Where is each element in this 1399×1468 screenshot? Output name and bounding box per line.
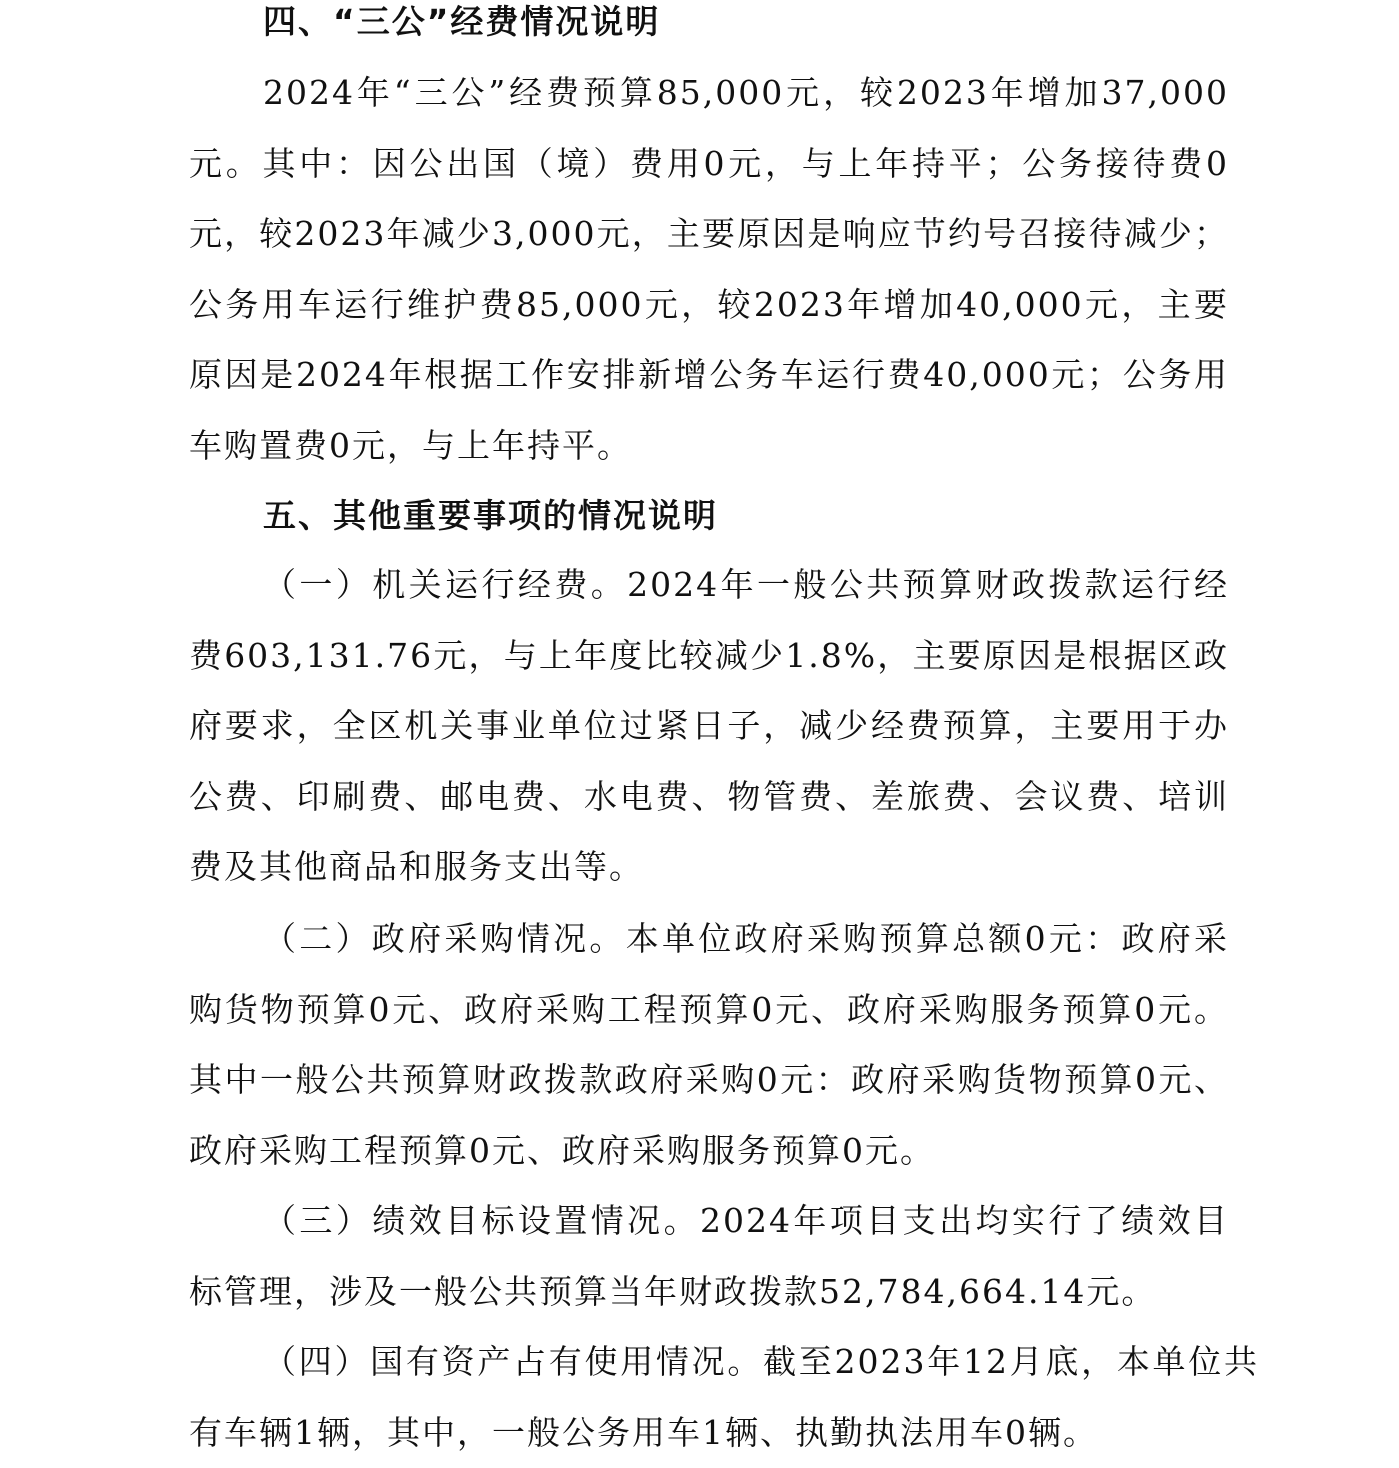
- state-assets-paragraph: （四）国有资产占有使用情况。截至2023年12月底，本单位共有车辆1辆，其中，一般公务用车1辆、执勤执法用车0辆。: [189, 1342, 1259, 1452]
- section-4-paragraph: 2024年“三公”经费预算85,000元，较2023年增加37,000元。其中：因公出国（境）费用0元，与上年持平；公务接待费0元，较2023年减少3,000元，主要原因是响应节约号召接待减少；公务用车运行维护费85,000元，较2023年增加40,000元，主要原因是2024年根据工作安排新增公务车运行费40,000元；公务用车购置费0元，与上年持平。: [189, 73, 1229, 465]
- performance-targets-paragraph: （三）绩效目标设置情况。2024年项目支出均实行了绩效目标管理，涉及一般公共预算当年财政拨款52,784,664.14元。: [189, 1201, 1229, 1311]
- office-operating-expenses-paragraph: （一）机关运行经费。2024年一般公共预算财政拨款运行经费603,131.76元，与上年度比较减少1.8%，主要原因是根据区政府要求，全区机关事业单位过紧日子，减少经费预算，主要用于办公费、印刷费、邮电费、水电费、物管费、差旅费、会议费、培训费及其他商品和服务支出等。: [189, 565, 1229, 886]
- section-5-heading: 五、其他重要事项的情况说明: [263, 496, 718, 535]
- section-4-heading: 四、“三公”经费情况说明: [263, 2, 661, 41]
- government-procurement-paragraph: （二）政府采购情况。本单位政府采购预算总额0元：政府采购货物预算0元、政府采购工程预算0元、政府采购服务预算0元。其中一般公共预算财政拨款政府采购0元：政府采购货物预算0元、政府采购工程预算0元、政府采购服务预算0元。: [189, 919, 1229, 1170]
